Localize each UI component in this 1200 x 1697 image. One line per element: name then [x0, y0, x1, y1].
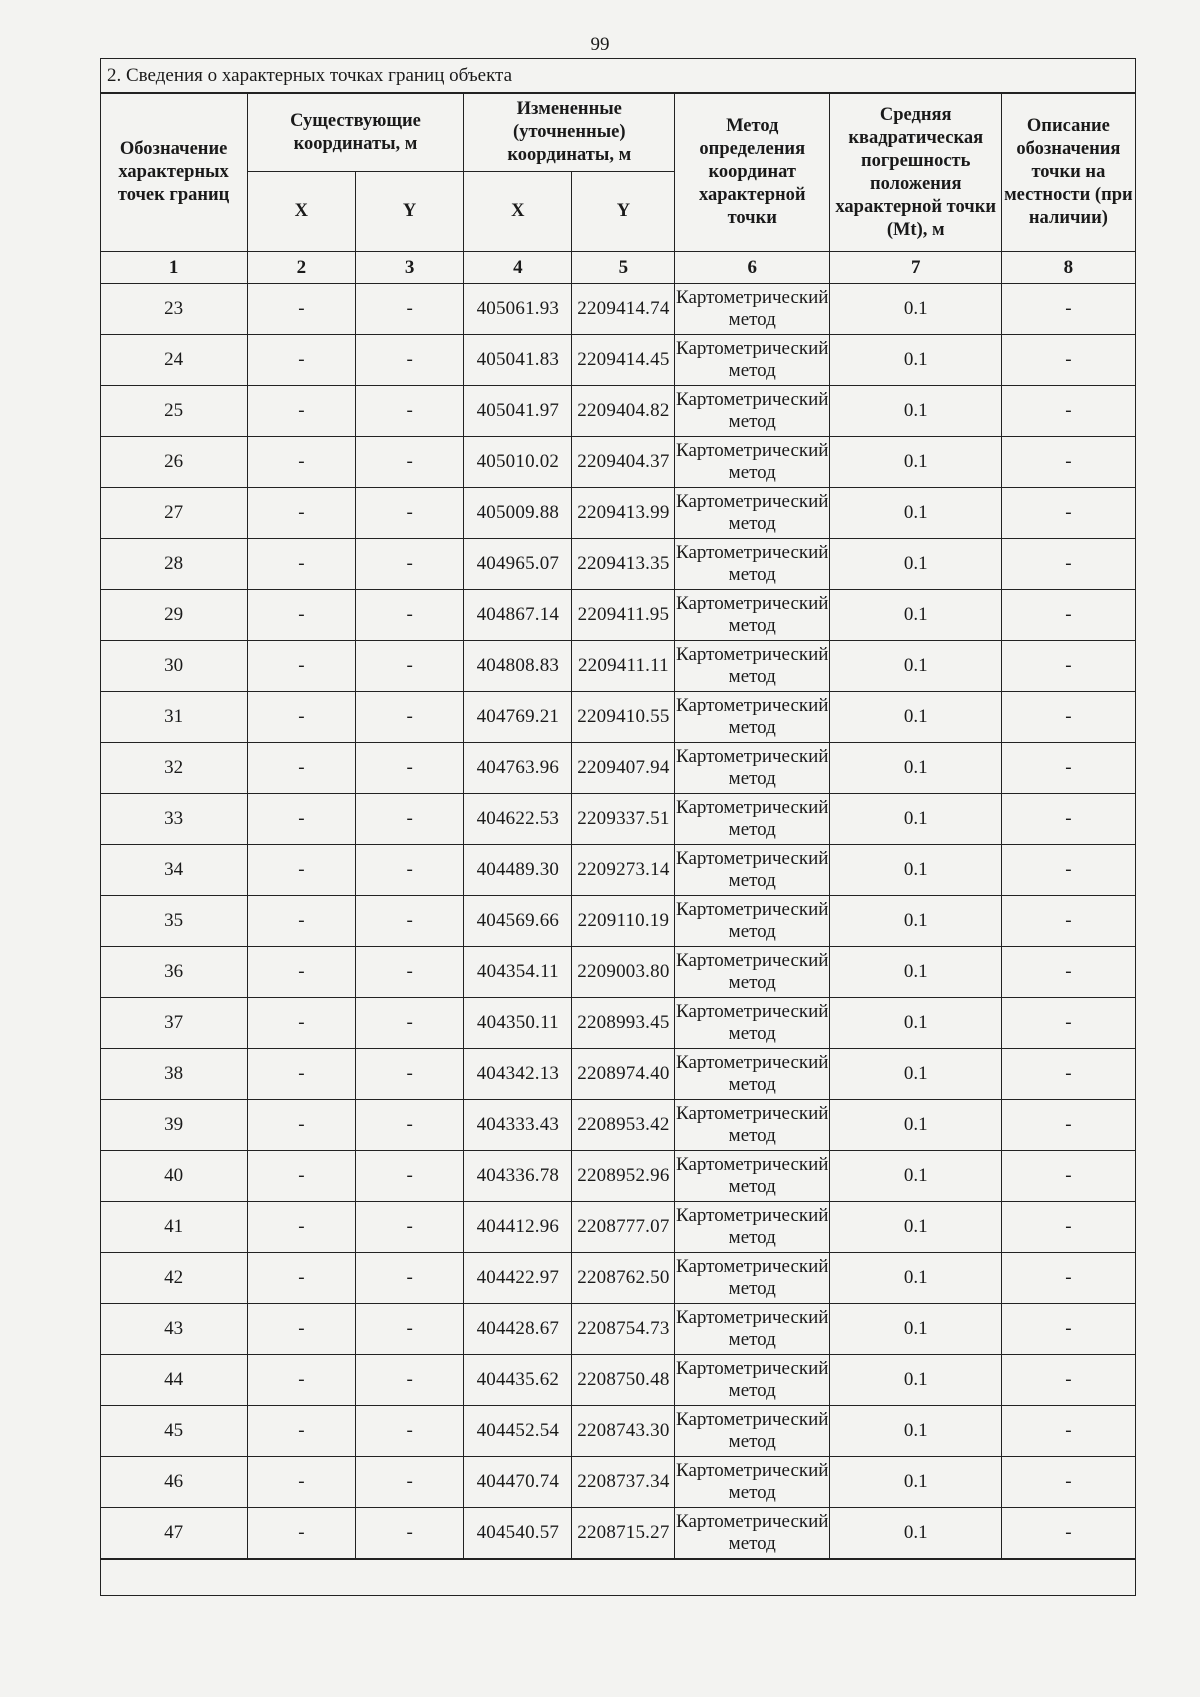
changed-y-cell: 2208953.42	[572, 1100, 675, 1151]
point-number-cell: 38	[100, 1049, 247, 1100]
existing-y-cell: -	[355, 692, 463, 743]
header-mean-error: Средняя квадратическая погрешность положения характерной точки (Mt), м	[830, 94, 1002, 252]
table-row	[100, 488, 1135, 539]
existing-x-cell: -	[247, 743, 355, 794]
changed-x-cell: 404470.74	[464, 1457, 572, 1508]
column-number: 5	[572, 252, 675, 284]
changed-y-cell: 2209003.80	[572, 947, 675, 998]
method-cell: Картометрический метод	[675, 539, 830, 590]
existing-y-cell: -	[355, 284, 463, 335]
description-cell: -	[1002, 896, 1135, 947]
changed-y-cell: 2209404.82	[572, 386, 675, 437]
mean-error-cell: 0.1	[830, 692, 1002, 743]
table-row	[100, 998, 1135, 1049]
description-cell: -	[1002, 386, 1135, 437]
description-cell: -	[1002, 1253, 1135, 1304]
mean-error-cell: 0.1	[830, 794, 1002, 845]
mean-error-cell: 0.1	[830, 1049, 1002, 1100]
description-cell: -	[1002, 1151, 1135, 1202]
changed-x-cell: 404965.07	[464, 539, 572, 590]
mean-error-cell: 0.1	[830, 1355, 1002, 1406]
changed-x-cell: 405041.97	[464, 386, 572, 437]
header-description: Описание обозначения точки на местности (при наличии)	[1002, 94, 1135, 252]
column-number: 7	[830, 252, 1002, 284]
existing-y-cell: -	[355, 896, 463, 947]
header-existing-x: X	[247, 172, 355, 252]
changed-y-cell: 2209413.99	[572, 488, 675, 539]
column-number-row	[100, 252, 1135, 284]
changed-y-cell: 2208737.34	[572, 1457, 675, 1508]
method-cell: Картометрический метод	[675, 998, 830, 1049]
header-changed-y: Y	[572, 172, 675, 252]
table-row	[100, 794, 1135, 845]
method-cell: Картометрический метод	[675, 794, 830, 845]
description-cell: -	[1002, 335, 1135, 386]
point-number-cell: 41	[100, 1202, 247, 1253]
changed-y-cell: 2208952.96	[572, 1151, 675, 1202]
table-body	[100, 284, 1135, 1559]
existing-x-cell: -	[247, 539, 355, 590]
changed-x-cell: 404569.66	[464, 896, 572, 947]
existing-x-cell: -	[247, 590, 355, 641]
point-number-cell: 26	[100, 437, 247, 488]
description-cell: -	[1002, 641, 1135, 692]
method-cell: Картометрический метод	[675, 896, 830, 947]
existing-x-cell: -	[247, 1406, 355, 1457]
table-row	[100, 947, 1135, 998]
boundary-points-sheet	[100, 58, 1136, 1596]
changed-y-cell: 2209410.55	[572, 692, 675, 743]
existing-x-cell: -	[247, 896, 355, 947]
existing-x-cell: -	[247, 1049, 355, 1100]
changed-x-cell: 404350.11	[464, 998, 572, 1049]
mean-error-cell: 0.1	[830, 1253, 1002, 1304]
table-row	[100, 284, 1135, 335]
mean-error-cell: 0.1	[830, 284, 1002, 335]
page-number: 99	[590, 34, 610, 55]
existing-y-cell: -	[355, 1304, 463, 1355]
changed-y-cell: 2208974.40	[572, 1049, 675, 1100]
changed-x-cell: 404428.67	[464, 1304, 572, 1355]
table-row	[100, 641, 1135, 692]
method-cell: Картометрический метод	[675, 1049, 830, 1100]
description-cell: -	[1002, 590, 1135, 641]
point-number-cell: 24	[100, 335, 247, 386]
column-number: 4	[464, 252, 572, 284]
changed-x-cell: 405010.02	[464, 437, 572, 488]
mean-error-cell: 0.1	[830, 896, 1002, 947]
existing-x-cell: -	[247, 641, 355, 692]
mean-error-cell: 0.1	[830, 641, 1002, 692]
description-cell: -	[1002, 1355, 1135, 1406]
existing-y-cell: -	[355, 947, 463, 998]
point-number-cell: 43	[100, 1304, 247, 1355]
description-cell: -	[1002, 998, 1135, 1049]
table-row	[100, 845, 1135, 896]
method-cell: Картометрический метод	[675, 692, 830, 743]
table-row	[100, 386, 1135, 437]
table-row	[100, 743, 1135, 794]
header-existing-coordinates: Существующие координаты, м	[247, 94, 464, 172]
table-row	[100, 1253, 1135, 1304]
table-row	[100, 896, 1135, 947]
point-number-cell: 27	[100, 488, 247, 539]
boundary-points-table	[100, 93, 1136, 1559]
changed-y-cell: 2209411.11	[572, 641, 675, 692]
description-cell: -	[1002, 539, 1135, 590]
mean-error-cell: 0.1	[830, 437, 1002, 488]
existing-x-cell: -	[247, 1304, 355, 1355]
point-number-cell: 47	[100, 1508, 247, 1559]
point-number-cell: 29	[100, 590, 247, 641]
table-row	[100, 1049, 1135, 1100]
mean-error-cell: 0.1	[830, 1151, 1002, 1202]
existing-y-cell: -	[355, 1355, 463, 1406]
mean-error-cell: 0.1	[830, 947, 1002, 998]
existing-x-cell: -	[247, 1151, 355, 1202]
existing-y-cell: -	[355, 1049, 463, 1100]
table-row	[100, 1355, 1135, 1406]
changed-x-cell: 404354.11	[464, 947, 572, 998]
existing-y-cell: -	[355, 1202, 463, 1253]
mean-error-cell: 0.1	[830, 1202, 1002, 1253]
changed-x-cell: 404769.21	[464, 692, 572, 743]
description-cell: -	[1002, 794, 1135, 845]
changed-y-cell: 2209110.19	[572, 896, 675, 947]
changed-y-cell: 2208750.48	[572, 1355, 675, 1406]
existing-x-cell: -	[247, 845, 355, 896]
table-row	[100, 1508, 1135, 1559]
point-number-cell: 40	[100, 1151, 247, 1202]
description-cell: -	[1002, 1100, 1135, 1151]
changed-y-cell: 2209414.74	[572, 284, 675, 335]
changed-y-cell: 2208715.27	[572, 1508, 675, 1559]
existing-y-cell: -	[355, 1151, 463, 1202]
changed-y-cell: 2209407.94	[572, 743, 675, 794]
mean-error-cell: 0.1	[830, 539, 1002, 590]
mean-error-cell: 0.1	[830, 1100, 1002, 1151]
existing-x-cell: -	[247, 998, 355, 1049]
point-number-cell: 36	[100, 947, 247, 998]
description-cell: -	[1002, 1406, 1135, 1457]
changed-y-cell: 2209414.45	[572, 335, 675, 386]
table-row	[100, 1151, 1135, 1202]
existing-y-cell: -	[355, 845, 463, 896]
method-cell: Картометрический метод	[675, 1202, 830, 1253]
existing-x-cell: -	[247, 437, 355, 488]
table-row	[100, 1457, 1135, 1508]
description-cell: -	[1002, 1304, 1135, 1355]
description-cell: -	[1002, 947, 1135, 998]
changed-x-cell: 404452.54	[464, 1406, 572, 1457]
method-cell: Картометрический метод	[675, 488, 830, 539]
table-row	[100, 539, 1135, 590]
existing-x-cell: -	[247, 1100, 355, 1151]
table-row	[100, 1202, 1135, 1253]
mean-error-cell: 0.1	[830, 1508, 1002, 1559]
point-number-cell: 28	[100, 539, 247, 590]
changed-y-cell: 2208777.07	[572, 1202, 675, 1253]
method-cell: Картометрический метод	[675, 335, 830, 386]
mean-error-cell: 0.1	[830, 590, 1002, 641]
header-point-designation: Обозначение характерных точек границ	[100, 94, 247, 252]
point-number-cell: 45	[100, 1406, 247, 1457]
changed-y-cell: 2209337.51	[572, 794, 675, 845]
point-number-cell: 32	[100, 743, 247, 794]
description-cell: -	[1002, 284, 1135, 335]
changed-y-cell: 2209404.37	[572, 437, 675, 488]
existing-x-cell: -	[247, 692, 355, 743]
mean-error-cell: 0.1	[830, 386, 1002, 437]
table-row	[100, 1406, 1135, 1457]
changed-x-cell: 404422.97	[464, 1253, 572, 1304]
method-cell: Картометрический метод	[675, 1355, 830, 1406]
existing-x-cell: -	[247, 947, 355, 998]
changed-x-cell: 404412.96	[464, 1202, 572, 1253]
existing-y-cell: -	[355, 386, 463, 437]
changed-y-cell: 2209411.95	[572, 590, 675, 641]
changed-x-cell: 404342.13	[464, 1049, 572, 1100]
mean-error-cell: 0.1	[830, 998, 1002, 1049]
point-number-cell: 25	[100, 386, 247, 437]
method-cell: Картометрический метод	[675, 590, 830, 641]
changed-y-cell: 2209413.35	[572, 539, 675, 590]
changed-y-cell: 2208754.73	[572, 1304, 675, 1355]
method-cell: Картометрический метод	[675, 386, 830, 437]
changed-y-cell: 2209273.14	[572, 845, 675, 896]
changed-x-cell: 404808.83	[464, 641, 572, 692]
changed-y-cell: 2208762.50	[572, 1253, 675, 1304]
changed-x-cell: 404540.57	[464, 1508, 572, 1559]
column-number: 8	[1002, 252, 1135, 284]
existing-x-cell: -	[247, 1355, 355, 1406]
table-row	[100, 1100, 1135, 1151]
changed-x-cell: 405009.88	[464, 488, 572, 539]
mean-error-cell: 0.1	[830, 1406, 1002, 1457]
changed-y-cell: 2208993.45	[572, 998, 675, 1049]
column-number: 1	[100, 252, 247, 284]
changed-x-cell: 404763.96	[464, 743, 572, 794]
existing-x-cell: -	[247, 1253, 355, 1304]
existing-y-cell: -	[355, 743, 463, 794]
changed-x-cell: 404867.14	[464, 590, 572, 641]
changed-x-cell: 404336.78	[464, 1151, 572, 1202]
description-cell: -	[1002, 743, 1135, 794]
existing-y-cell: -	[355, 488, 463, 539]
existing-y-cell: -	[355, 1508, 463, 1559]
header-existing-y: Y	[355, 172, 463, 252]
existing-x-cell: -	[247, 488, 355, 539]
point-number-cell: 23	[100, 284, 247, 335]
header-method: Метод определения координат характерной точки	[675, 94, 830, 252]
existing-y-cell: -	[355, 437, 463, 488]
existing-y-cell: -	[355, 1457, 463, 1508]
existing-y-cell: -	[355, 1406, 463, 1457]
table-footer-row	[101, 1559, 1135, 1596]
existing-y-cell: -	[355, 998, 463, 1049]
mean-error-cell: 0.1	[830, 488, 1002, 539]
method-cell: Картометрический метод	[675, 1508, 830, 1559]
changed-x-cell: 405041.83	[464, 335, 572, 386]
section-title: 2. Сведения о характерных точках границ объекта	[101, 59, 1135, 93]
existing-y-cell: -	[355, 1253, 463, 1304]
point-number-cell: 46	[100, 1457, 247, 1508]
changed-x-cell: 404622.53	[464, 794, 572, 845]
header-changed-coordinates: Измененные (уточненные) координаты, м	[464, 94, 675, 172]
existing-x-cell: -	[247, 386, 355, 437]
table-row	[100, 590, 1135, 641]
description-cell: -	[1002, 845, 1135, 896]
mean-error-cell: 0.1	[830, 1304, 1002, 1355]
table-row	[100, 1304, 1135, 1355]
description-cell: -	[1002, 488, 1135, 539]
changed-y-cell: 2208743.30	[572, 1406, 675, 1457]
existing-y-cell: -	[355, 641, 463, 692]
description-cell: -	[1002, 1508, 1135, 1559]
point-number-cell: 34	[100, 845, 247, 896]
header-row	[100, 94, 1135, 172]
existing-x-cell: -	[247, 1457, 355, 1508]
column-number: 6	[675, 252, 830, 284]
description-cell: -	[1002, 1049, 1135, 1100]
existing-y-cell: -	[355, 1100, 463, 1151]
column-number: 2	[247, 252, 355, 284]
existing-y-cell: -	[355, 590, 463, 641]
existing-y-cell: -	[355, 539, 463, 590]
changed-x-cell: 404489.30	[464, 845, 572, 896]
method-cell: Картометрический метод	[675, 1151, 830, 1202]
column-number: 3	[355, 252, 463, 284]
point-number-cell: 39	[100, 1100, 247, 1151]
description-cell: -	[1002, 437, 1135, 488]
method-cell: Картометрический метод	[675, 1253, 830, 1304]
mean-error-cell: 0.1	[830, 335, 1002, 386]
description-cell: -	[1002, 1457, 1135, 1508]
method-cell: Картометрический метод	[675, 845, 830, 896]
table-row	[100, 437, 1135, 488]
method-cell: Картометрический метод	[675, 1457, 830, 1508]
changed-x-cell: 404333.43	[464, 1100, 572, 1151]
existing-x-cell: -	[247, 1508, 355, 1559]
mean-error-cell: 0.1	[830, 1457, 1002, 1508]
method-cell: Картометрический метод	[675, 1406, 830, 1457]
existing-x-cell: -	[247, 284, 355, 335]
existing-y-cell: -	[355, 335, 463, 386]
existing-x-cell: -	[247, 335, 355, 386]
method-cell: Картометрический метод	[675, 947, 830, 998]
existing-y-cell: -	[355, 794, 463, 845]
point-number-cell: 37	[100, 998, 247, 1049]
point-number-cell: 31	[100, 692, 247, 743]
mean-error-cell: 0.1	[830, 743, 1002, 794]
existing-x-cell: -	[247, 794, 355, 845]
method-cell: Картометрический метод	[675, 1304, 830, 1355]
changed-x-cell: 405061.93	[464, 284, 572, 335]
method-cell: Картометрический метод	[675, 437, 830, 488]
table-row	[100, 692, 1135, 743]
existing-x-cell: -	[247, 1202, 355, 1253]
description-cell: -	[1002, 1202, 1135, 1253]
mean-error-cell: 0.1	[830, 845, 1002, 896]
point-number-cell: 42	[100, 1253, 247, 1304]
method-cell: Картометрический метод	[675, 1100, 830, 1151]
point-number-cell: 30	[100, 641, 247, 692]
table-row	[100, 335, 1135, 386]
method-cell: Картометрический метод	[675, 284, 830, 335]
description-cell: -	[1002, 692, 1135, 743]
point-number-cell: 33	[100, 794, 247, 845]
method-cell: Картометрический метод	[675, 641, 830, 692]
changed-x-cell: 404435.62	[464, 1355, 572, 1406]
method-cell: Картометрический метод	[675, 743, 830, 794]
point-number-cell: 35	[100, 896, 247, 947]
header-changed-x: X	[464, 172, 572, 252]
point-number-cell: 44	[100, 1355, 247, 1406]
